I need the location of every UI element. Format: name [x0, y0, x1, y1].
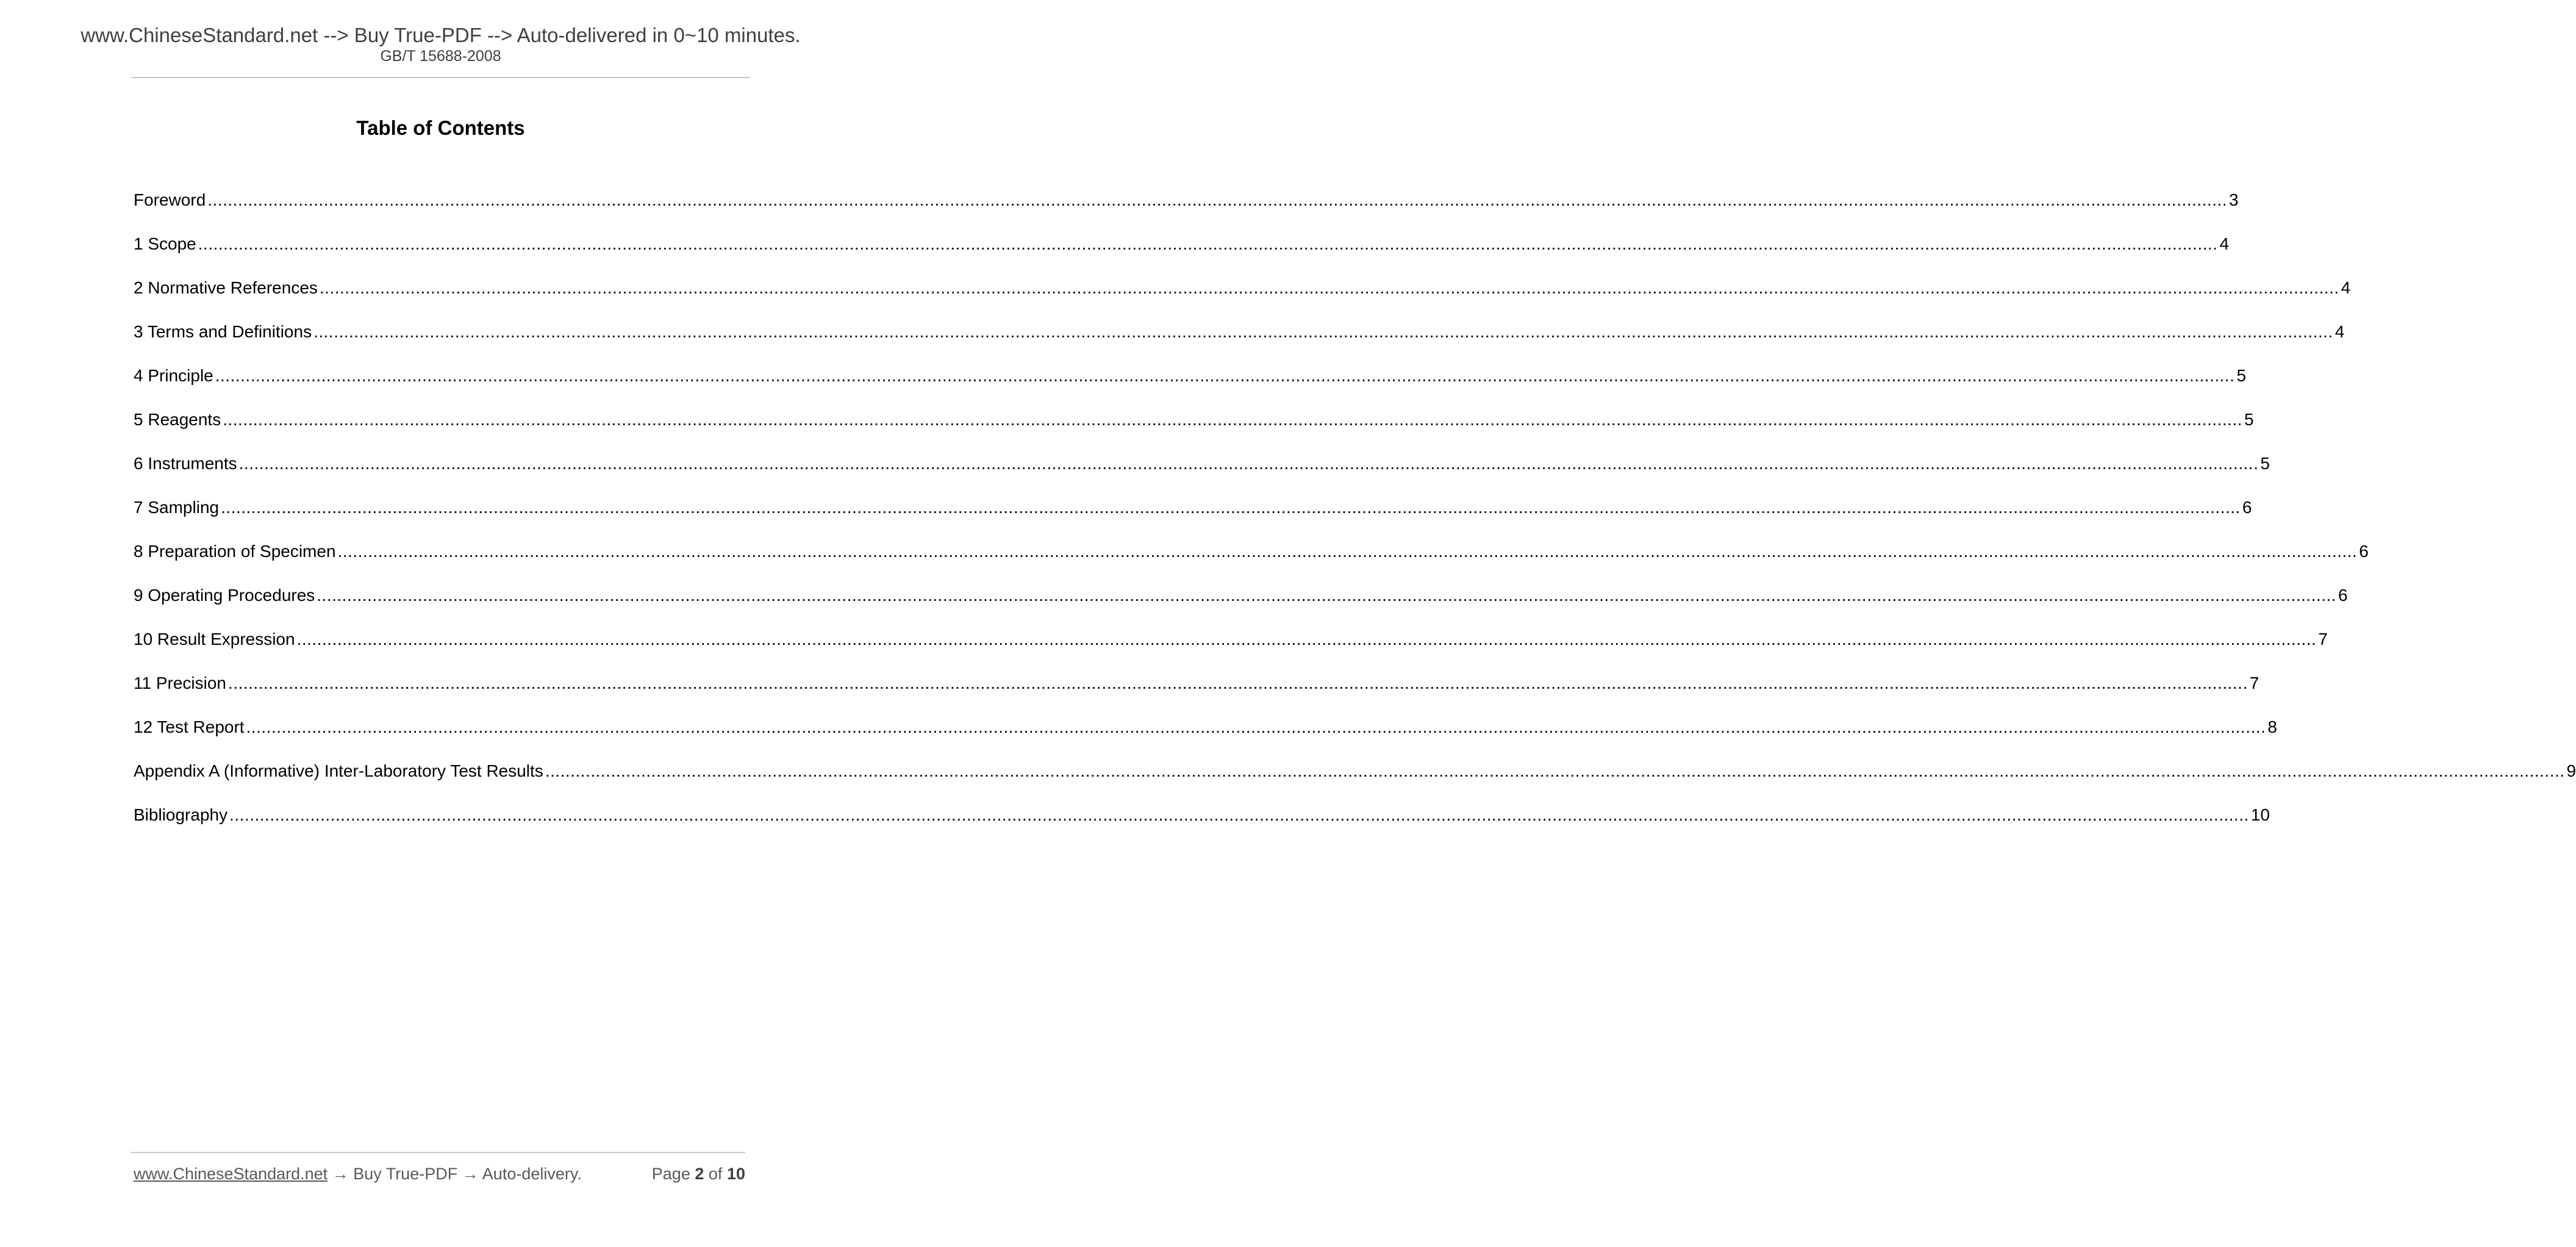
toc-leader-dots: ................................................................................................................................................................................................................................................................................................................................................................................................................ [223, 410, 2242, 429]
toc-leader-dots: ................................................................................................................................................................................................................................................................................................................................................................................................................ [221, 498, 2241, 517]
standard-code: GB/T 15688-2008 [380, 48, 501, 65]
toc-leader-dots: ................................................................................................................................................................................................................................................................................................................................................................................................................ [198, 234, 2218, 253]
toc-entry-label: 9 Operating Procedures [134, 586, 315, 605]
toc-entry-principle[interactable] [134, 364, 2247, 408]
toc-entry-page: 7 [2249, 674, 2259, 692]
toc-entry-label: 1 Scope [134, 234, 196, 253]
toc-leader-dots: ................................................................................................................................................................................................................................................................................................................................................................................................................ [207, 190, 2227, 209]
toc-entry-page: 8 [2267, 717, 2277, 736]
toc-entry-foreword[interactable] [134, 188, 2239, 232]
arrow-right-icon: → [462, 1165, 479, 1183]
toc-entry-label: 3 Terms and Definitions [134, 322, 312, 341]
toc-entry-page: 5 [2244, 410, 2254, 429]
toc-entry-label: 8 Preparation of Specimen [134, 542, 336, 561]
toc-entry-result-expression[interactable] [134, 627, 2328, 671]
toc-leader-dots: ................................................................................................................................................................................................................................................................................................................................................................................................................ [317, 586, 2336, 605]
footer-buy-text: Buy True-PDF [353, 1165, 458, 1183]
toc-list [134, 188, 2576, 847]
toc-entry-page: 6 [2359, 542, 2369, 561]
toc-leader-dots: ................................................................................................................................................................................................................................................................................................................................................................................................................ [229, 805, 2249, 824]
toc-entry-sampling[interactable] [134, 495, 2252, 539]
footer-site-link[interactable]: www.ChineseStandard.net [134, 1165, 328, 1183]
toc-entry-label: Appendix A (Informative) Inter-Laboratory Test Results [134, 761, 543, 780]
toc-leader-dots: ................................................................................................................................................................................................................................................................................................................................................................................................................ [545, 761, 2565, 780]
footer-promo [134, 1163, 582, 1185]
toc-entry-label: 2 Normative References [134, 278, 318, 297]
toc-entry-label: 10 Result Expression [134, 630, 295, 649]
toc-leader-dots: ................................................................................................................................................................................................................................................................................................................................................................................................................ [228, 674, 2248, 692]
footer-divider [131, 1152, 745, 1153]
toc-entry-instruments[interactable] [134, 451, 2270, 495]
toc-entry-page: 5 [2236, 366, 2247, 385]
page-number [652, 1163, 745, 1185]
toc-entry-terms-definitions[interactable] [134, 320, 2345, 364]
footer-delivery-text: Auto-delivery. [482, 1165, 582, 1183]
toc-entry-bibliography[interactable] [134, 803, 2270, 847]
page-word: Page [651, 1165, 690, 1183]
toc-entry-preparation-of-specimen[interactable] [134, 539, 2369, 583]
toc-entry-scope[interactable] [134, 232, 2230, 276]
toc-title: Table of Contents [356, 117, 525, 139]
toc-entry-label: 7 Sampling [134, 498, 220, 517]
of-word: of [708, 1165, 723, 1183]
toc-leader-dots: ................................................................................................................................................................................................................................................................................................................................................................................................................ [337, 542, 2358, 561]
toc-entry-page: 6 [2242, 498, 2252, 517]
toc-entry-page: 9 [2566, 761, 2576, 780]
toc-entry-reagents[interactable] [134, 408, 2254, 451]
toc-leader-dots: ................................................................................................................................................................................................................................................................................................................................................................................................................ [246, 717, 2266, 736]
toc-leader-dots: ................................................................................................................................................................................................................................................................................................................................................................................................................ [215, 366, 2235, 385]
toc-entry-appendix-a[interactable] [134, 759, 2576, 803]
toc-entry-page: 5 [2260, 454, 2270, 473]
toc-entry-label: 6 Instruments [134, 454, 237, 473]
toc-entry-page: 4 [2219, 234, 2230, 253]
header-divider [131, 77, 750, 78]
toc-entry-label: 5 Reagents [134, 410, 221, 429]
toc-entry-operating-procedures[interactable] [134, 583, 2348, 627]
toc-entry-label: 4 Principle [134, 366, 213, 385]
toc-entry-page: 10 [2250, 805, 2270, 824]
toc-entry-normative-references[interactable] [134, 276, 2351, 320]
arrow-right-icon: → [332, 1165, 349, 1183]
toc-entry-page: 6 [2338, 586, 2348, 605]
toc-leader-dots: ................................................................................................................................................................................................................................................................................................................................................................................................................ [313, 322, 2333, 341]
toc-leader-dots: ................................................................................................................................................................................................................................................................................................................................................................................................................ [319, 278, 2339, 297]
toc-entry-label: 11 Precision [134, 674, 227, 692]
header-banner: www.ChineseStandard.net --> Buy True-PDF --> Auto-delivered in 0~10 minutes. [80, 24, 801, 46]
toc-entry-precision[interactable] [134, 671, 2259, 715]
page-footer [134, 1163, 745, 1185]
toc-leader-dots: ................................................................................................................................................................................................................................................................................................................................................................................................................ [296, 630, 2317, 649]
toc-entry-page: 7 [2318, 630, 2328, 649]
toc-entry-label: Foreword [134, 190, 206, 209]
toc-entry-label: Bibliography [134, 805, 228, 824]
toc-entry-test-report[interactable] [134, 715, 2277, 759]
toc-entry-page: 4 [2334, 322, 2345, 341]
toc-entry-label: 12 Test Report [134, 717, 245, 736]
toc-entry-page: 3 [2228, 190, 2239, 209]
toc-leader-dots: ................................................................................................................................................................................................................................................................................................................................................................................................................ [238, 454, 2259, 473]
page-current: 2 [695, 1165, 704, 1183]
toc-entry-page: 4 [2341, 278, 2351, 297]
page-total: 10 [726, 1165, 745, 1183]
